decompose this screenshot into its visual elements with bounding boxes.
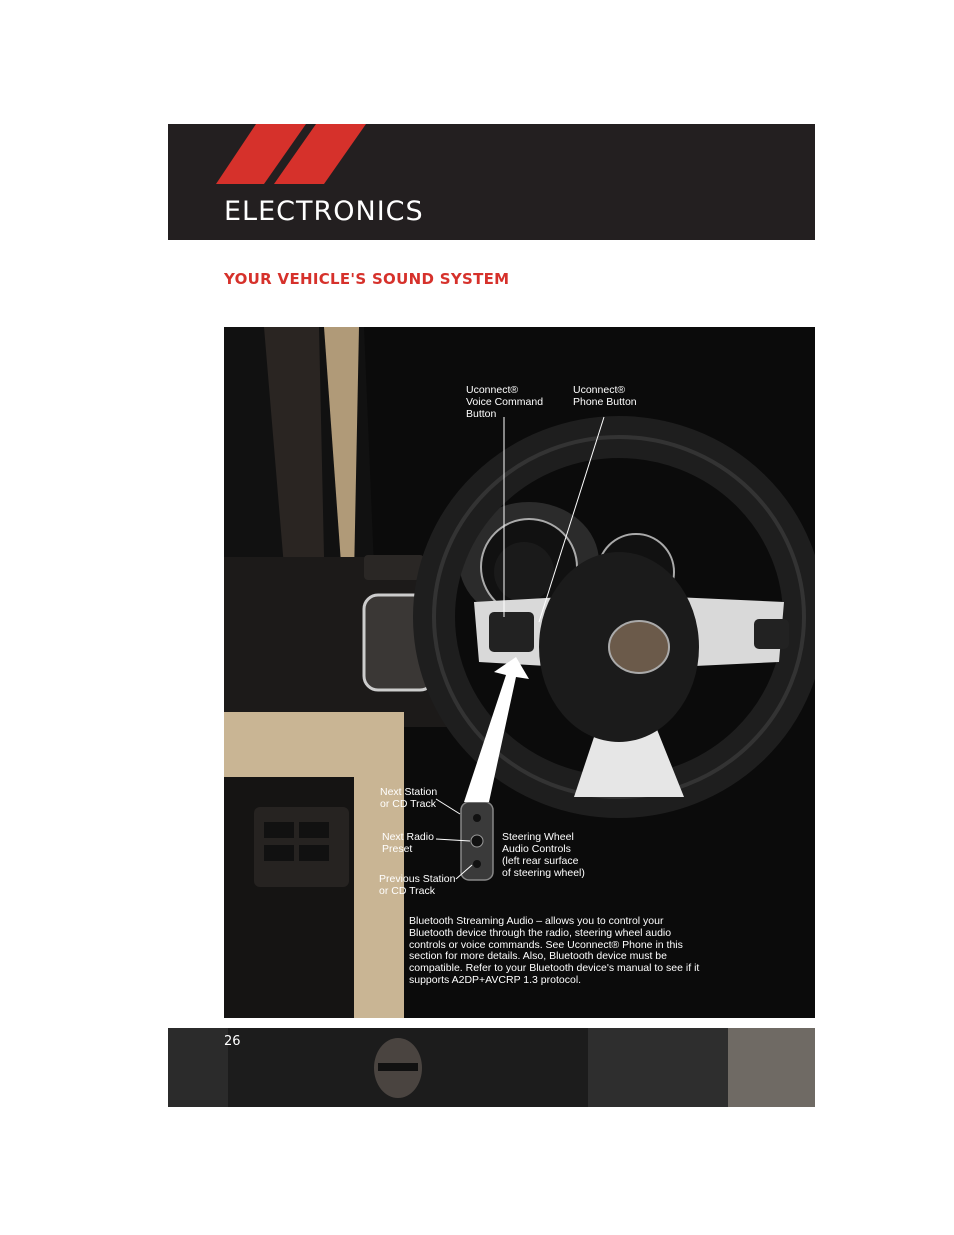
page-footer	[168, 1028, 815, 1107]
callout-next-preset: Next Radio Preset	[382, 831, 434, 855]
callout-next-station: Next Station or CD Track	[380, 786, 438, 810]
callout-previous-station: Previous Station or CD Track	[379, 873, 456, 897]
section-title: ELECTRONICS	[224, 196, 424, 227]
brand-stripes-icon	[216, 124, 366, 184]
page-subtitle: YOUR VEHICLE'S SOUND SYSTEM	[224, 270, 510, 288]
callout-voice-command: Uconnect® Voice Command Button	[466, 384, 544, 420]
footer-photo-strip	[168, 1028, 815, 1107]
section-header	[168, 124, 815, 240]
steering-wheel-photo	[224, 327, 815, 1018]
callout-steering-controls: Steering Wheel Audio Controls (left rear surface of steering wheel)	[502, 831, 585, 879]
bluetooth-description: Bluetooth Streaming Audio – allows you to control your Bluetooth device through the radio, steering wheel audio controls or voice commands. See Uconnect® Phone in this section for more details. Also, Bluetooth device must be compatible. Refer to your Bluetooth device's manual to see if it supports A2DP+AVCRP 1.3 protocol.	[409, 915, 700, 986]
callout-phone-button: Uconnect® Phone Button	[573, 384, 637, 408]
page-number: 26	[224, 1034, 241, 1049]
